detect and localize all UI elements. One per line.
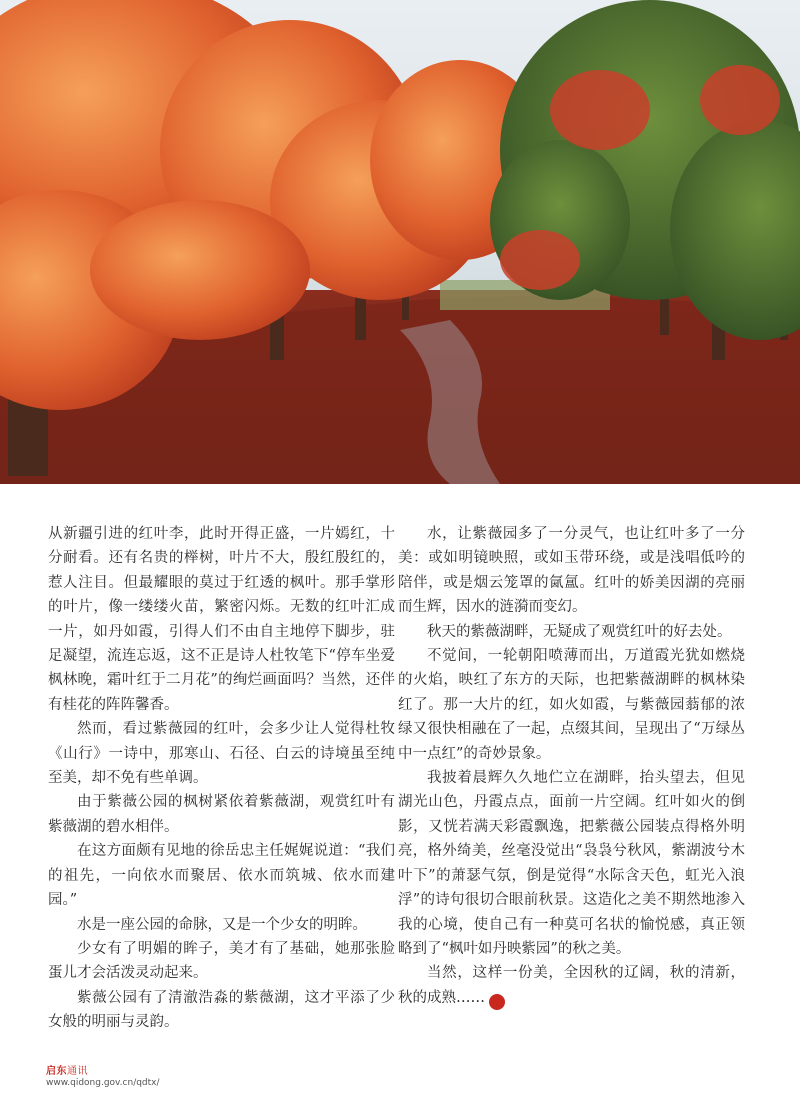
paragraph: 在这方面颇有见地的徐岳忠主任娓娓说道：“我们的祖先，一向依水而聚居、依水而筑城、依水而建园。” xyxy=(48,843,395,909)
end-seal-icon: 启 xyxy=(489,994,505,1010)
footer xyxy=(46,1062,160,1088)
paragraph: 秋天的紫薇湖畔，无疑成了观赏红叶的好去处。 xyxy=(427,623,732,640)
paragraph: 我披着晨辉久久地伫立在湖畔，抬头望去，但见湖光山色，丹霞点点，面前一片空阔。红叶如火的倒影，又恍若满天彩霞飘逸，把紫薇公园装点得格外明亮，格外绮美，丝毫没觉出“袅袅兮秋风，紫湖波兮木叶下”的萧瑟气氛，倒是觉得“水际含天色，虹光入浪浮”的诗句很切合眼前秋景。这造化之美不期然地渗入我的心境，使自己有一种莫可名状的愉悦感，真正领略到了“枫叶如丹映紫园”的秋之美。 xyxy=(398,770,745,957)
maple-scene-illustration xyxy=(0,0,800,484)
paragraph: 从新疆引进的红叶李，此时开得正盛，一片嫣红，十分耐看。还有名贵的榉树，叶片不大，殷红殷红的，惹人注目。但最耀眼的莫过于红透的枫叶。那手掌形的叶片，像一缕缕火苗，繁密闪烁。无数的红叶汇成一片，如丹如霞，引得人们不由自主地停下脚步，驻足凝望，流连忘返，这不正是诗人杜牧笔下“停车坐爱枫林晚，霜叶红于二月花”的绚烂画面吗？当然，还伴有桂花的阵阵馨香。 xyxy=(48,526,395,713)
paragraph: 紫薇公园有了清澈浩淼的紫薇湖，这才平添了少女般的明丽与灵韵。 xyxy=(48,989,395,1031)
footer-brand xyxy=(46,1062,160,1077)
autumn-maple-photo xyxy=(0,0,800,484)
paragraph: 少女有了明媚的眸子，美才有了基础，她那张脸蛋儿才会活泼灵动起来。 xyxy=(48,940,395,982)
paragraph: 水，让紫薇园多了一分灵气，也让红叶多了一分美：或如明镜映照，或如玉带环绕，或是浅唱低吟的陪伴，或是烟云笼罩的氤氲。红叶的娇美因湖的亮丽而生辉，因水的涟漪而变幻。 xyxy=(398,526,745,616)
paragraph-text: 当然，这样一份美，全因秋的辽阔，秋的清新，秋的成熟…… xyxy=(398,965,745,1006)
paragraph: 不觉间，一轮朝阳喷薄而出，万道霞光犹如燃烧的火焰，映红了东方的天际，也把紫薇湖畔的枫林染红了。那一大片的红，如火如霞，与紫薇园蓊郁的浓绿又很快相融在了一起，点缀其间，呈现出了“万绿丛中一点红”的奇妙景象。 xyxy=(398,648,745,762)
article-column-right xyxy=(398,522,745,1010)
paragraph-last xyxy=(398,961,745,1010)
footer-url[interactable]: www.qidong.gov.cn/qdtx/ xyxy=(46,1078,160,1088)
brand-sub: 通讯 xyxy=(67,1066,88,1077)
article-column-left xyxy=(48,522,395,1035)
paragraph: 水是一座公园的命脉，又是一个少女的明眸。 xyxy=(77,916,367,933)
paragraph: 由于紫薇公园的枫树紧依着紫薇湖，观赏红叶有紫薇湖的碧水相伴。 xyxy=(48,794,395,835)
paragraph: 然而，看过紫薇园的红叶，会多少让人觉得杜牧《山行》一诗中，那寒山、石径、白云的诗境虽至纯至美，却不免有些单调。 xyxy=(48,721,395,787)
brand-name: 启东 xyxy=(46,1066,67,1077)
